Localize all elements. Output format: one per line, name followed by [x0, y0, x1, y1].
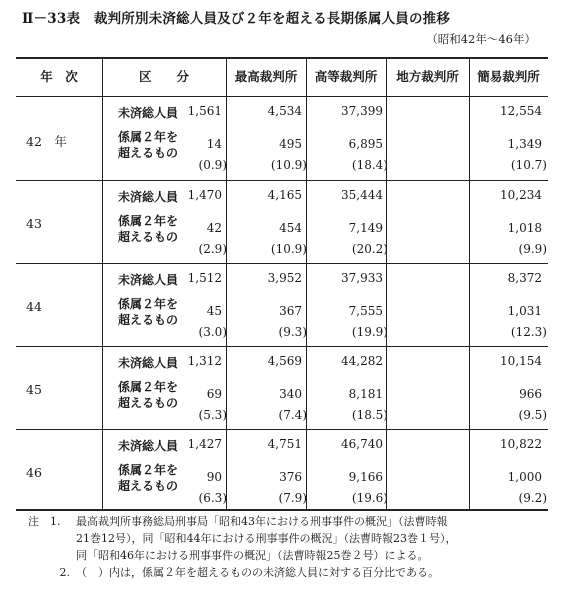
cell-over2-high: 367 — [279, 304, 302, 318]
cell-pending-supreme: 1,512 — [187, 271, 222, 285]
year-group — [16, 429, 548, 512]
row-label-over2-line2: 超えるもの — [118, 146, 179, 160]
table-header — [16, 59, 548, 97]
cell-pending-district: 35,444 — [341, 188, 383, 202]
cell-pending-district: 46,740 — [341, 437, 383, 451]
cell-pct-supreme: (5.3) — [198, 408, 227, 422]
cell-pending-supreme: 1,427 — [187, 437, 222, 451]
year-label: 44 — [26, 299, 42, 314]
cell-over2-district: 8,181 — [348, 387, 383, 401]
cell-pct-high: (7.9) — [278, 491, 307, 505]
footnote-1 — [28, 513, 457, 530]
cell-pending-district: 37,399 — [341, 104, 383, 118]
cell-pct-district: (19.6) — [351, 491, 388, 505]
cell-over2-supreme: 69 — [206, 387, 222, 401]
cell-pending-summary: 10,234 — [500, 188, 542, 202]
cell-over2-supreme: 14 — [206, 137, 222, 151]
cell-pct-summary: (10.7) — [510, 158, 547, 172]
cell-over2-summary: 1,349 — [507, 137, 542, 151]
header-year: 年 次 — [40, 69, 78, 84]
cell-pending-high: 3,952 — [267, 271, 302, 285]
header-summary-court: 簡易裁判所 — [477, 69, 540, 84]
cell-over2-district: 7,149 — [348, 221, 383, 235]
header-high-court: 高等裁判所 — [314, 69, 378, 84]
cell-over2-district: 7,555 — [348, 304, 383, 318]
row-label-pending: 未済総人員 — [118, 439, 179, 453]
year-group — [16, 180, 548, 263]
cell-pct-district: (18.4) — [351, 158, 388, 172]
cell-pct-summary: (12.3) — [510, 325, 547, 339]
cell-pct-district: (18.5) — [351, 408, 388, 422]
statistics-table — [16, 57, 548, 511]
cell-pct-high: (10.9) — [270, 158, 307, 172]
year-label: 46 — [26, 465, 42, 480]
cell-pending-supreme: 1,561 — [187, 104, 222, 118]
year-label: 45 — [26, 382, 42, 397]
row-label-over2-line2: 超えるもの — [118, 313, 179, 327]
year-label: 42 年 — [26, 134, 67, 149]
header-district-court: 地方裁判所 — [396, 69, 459, 84]
row-label-over2-line2: 超えるもの — [118, 396, 179, 410]
footnote-2 — [28, 564, 457, 581]
cell-over2-high: 495 — [279, 137, 302, 151]
footnote-1-line3: 同「昭和46年における刑事事件の概況」（法曹時報25巻２号）による。 — [76, 549, 429, 562]
cell-over2-summary: 1,031 — [507, 304, 542, 318]
cell-pct-supreme: (6.3) — [198, 491, 227, 505]
cell-pct-district: (19.9) — [351, 325, 388, 339]
cell-pending-high: 4,165 — [267, 188, 302, 202]
cell-pending-supreme: 1,312 — [187, 354, 222, 368]
cell-pct-supreme: (2.9) — [198, 242, 227, 256]
row-label-pending: 未済総人員 — [118, 106, 179, 120]
cell-pct-summary: (9.5) — [518, 408, 547, 422]
cell-pending-district: 37,933 — [341, 271, 383, 285]
footnote-2-mark: 2. — [59, 566, 70, 579]
cell-over2-supreme: 42 — [206, 221, 222, 235]
cell-over2-high: 340 — [279, 387, 302, 401]
footnote-1-line2: 21巻12号），同「昭和44年における刑事事件の概況」（法曹時報23巻１号）， — [76, 532, 457, 545]
year-label: 43 — [26, 216, 42, 231]
cell-pct-supreme: (3.0) — [198, 325, 227, 339]
cell-over2-summary: 1,000 — [507, 470, 542, 484]
cell-pct-high: (7.4) — [278, 408, 307, 422]
row-label-over2-line1: 係属２年を — [118, 463, 179, 477]
year-group — [16, 346, 548, 429]
cell-pending-district: 44,282 — [341, 354, 383, 368]
cell-pending-high: 4,534 — [267, 104, 302, 118]
row-label-pending: 未済総人員 — [118, 190, 179, 204]
cell-pct-high: (9.3) — [278, 325, 307, 339]
table-subtitle: （昭和42年～46年） — [426, 32, 536, 46]
cell-over2-supreme: 90 — [206, 470, 222, 484]
cell-over2-high: 376 — [279, 470, 302, 484]
row-label-over2-line2: 超えるもの — [118, 230, 179, 244]
row-label-over2-line1: 係属２年を — [118, 130, 179, 144]
cell-pending-summary: 12,554 — [500, 104, 542, 118]
cell-pending-summary: 8,372 — [507, 271, 542, 285]
year-group — [16, 263, 548, 346]
row-label-over2-line1: 係属２年を — [118, 214, 179, 228]
cell-pct-district: (20.2) — [351, 242, 388, 256]
footnotes — [28, 513, 457, 581]
cell-over2-district: 6,895 — [348, 137, 383, 151]
cell-over2-supreme: 45 — [206, 304, 222, 318]
footnote-1-mark: 注 1. — [28, 515, 61, 528]
header-supreme-court: 最高裁判所 — [234, 69, 298, 84]
cell-over2-district: 9,166 — [348, 470, 383, 484]
row-label-over2-line2: 超えるもの — [118, 479, 179, 493]
footnote-1-line1: 最高裁判所事務総局刑事局「昭和43年における刑事事件の概況」（法曹時報 — [76, 515, 448, 528]
cell-pct-summary: (9.2) — [518, 491, 547, 505]
header-category: 区 分 — [138, 69, 189, 84]
cell-pending-summary: 10,822 — [500, 437, 542, 451]
cell-over2-high: 454 — [279, 221, 302, 235]
row-label-over2-line1: 係属２年を — [118, 380, 179, 394]
cell-pending-high: 4,751 — [267, 437, 302, 451]
cell-pending-summary: 10,154 — [500, 354, 542, 368]
row-label-pending: 未済総人員 — [118, 356, 179, 370]
footnote-2-line1: （ ）内は，係属２年を超えるものの未済総人員に対する百分比である。 — [76, 566, 439, 579]
cell-pending-high: 4,569 — [267, 354, 302, 368]
row-label-pending: 未済総人員 — [118, 273, 179, 287]
cell-over2-summary: 1,018 — [507, 221, 542, 235]
cell-pct-high: (10.9) — [270, 242, 307, 256]
cell-pct-summary: (9.9) — [518, 242, 547, 256]
row-label-over2-line1: 係属２年を — [118, 297, 179, 311]
table-title: Ⅱ－33表 裁判所別未済総人員及び２年を超える長期係属人員の推移 — [22, 11, 451, 27]
cell-over2-summary: 966 — [519, 387, 542, 401]
cell-pct-supreme: (0.9) — [198, 158, 227, 172]
cell-pending-supreme: 1,470 — [187, 188, 222, 202]
year-group — [16, 97, 548, 180]
